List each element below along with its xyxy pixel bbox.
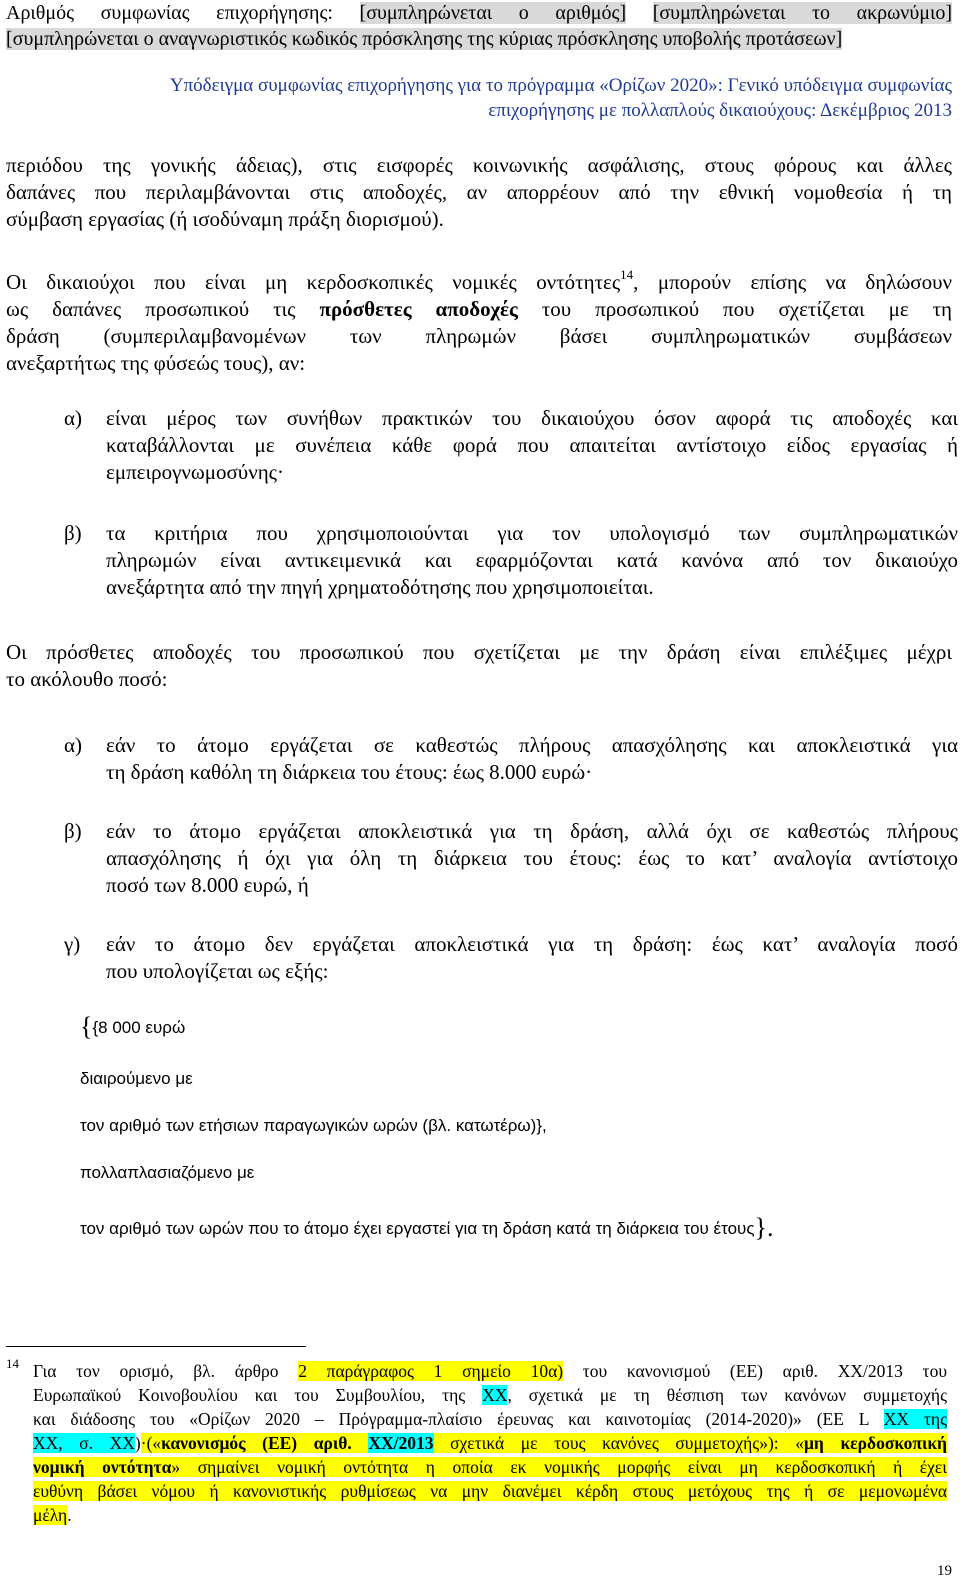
document-subtitle-line-2: επιχορήγησης με πολλαπλούς δικαιούχους: Δεκέμβριος 2013: [488, 100, 952, 121]
formula-line-5: τον αριθμό των ωρών που το άτομο έχει εργαστεί για τη δράση κατά τη διάρκεια του έτους}.: [80, 1213, 774, 1242]
header-line-2: [6, 26, 952, 52]
paragraph-2: Οι δικαιούχοι που είναι μη κερδοσκοπικές νομικές οντότητες$^{14}$, μπορούν επίσης να δηλώσουν ως δαπάνες προσωπικού τις πρόσθετες αποδοχές του προσωπικού που σχετίζεται με τη δράση (συμπεριλαμβανομένων των πληρωμών βάσει συμπληρωματικών συμβάσεων ανεξαρτήτως της φύσεώς τους), αν:: [6, 267, 953, 375]
paragraph-3: Οι πρόσθετες αποδοχές του προσωπικού που σχετίζεται με την δράση είναι επιλέξιμες μέχρι το ακόλουθο ποσό:: [6, 640, 952, 691]
agreement-number-placeholder: [συμπληρώνεται ο αριθμός]: [359, 2, 627, 24]
footnote-14: Για τον ορισμό, βλ. άρθρο 2 παράγραφος 1 σημείο 10α) του κανονισμού (ΕΕ) αριθ. ΧΧ/2013 του Ευρωπαϊκού Κοινοβουλίου και του Συμβουλίου, της ΧΧ, σχετικά με τη θέσπιση των κανόνων συμμετοχής και διάδοσης του «Ορίζων 2020 – Πρόγραμμα-πλαίσιο έρευνας και καινοτομίας (2014-2020)» (ΕΕ L ΧΧ της ΧΧ, σ. ΧΧ)·(«κανονισμός (ΕΕ) αριθ. ΧΧ/2013 σχετικά με τους κανόνες συμμετοχής»): «μη κερδοσκοπική νομική οντότητα» σημαίνει νομική οντότητα η οποία εκ νομικής μορφής είναι μη κερδοσκοπική ή έχει ευθύνη βάσει νόμου ή κανονιστικής ρυθμίσεως να μην διανέμει κέρδη στους μετόχους της ή σε μεμονωμένα μέλη.: [33, 1361, 948, 1525]
header-line-1: [6, 0, 952, 26]
formula-line-2: διαιρούμενο με: [80, 1069, 193, 1088]
formula-line-4: πολλαπλασιαζόμενο με: [80, 1163, 255, 1182]
page-number: 19: [937, 1563, 952, 1579]
formula-close-brace: }.: [754, 1213, 774, 1242]
formula-open-brace: {: [80, 1012, 93, 1041]
document-subtitle-line-1: Υπόδειγμα συμφωνίας επιχορήγησης για το πρόγραμμα «Ορίζων 2020»: Γενικό υπόδειγμα συμφωνίας: [169, 75, 952, 96]
formula-line-1: {{8 000 ευρώ: [80, 1012, 186, 1041]
call-id-placeholder: [συμπληρώνεται ο αναγνωριστικός κωδικός πρόσκλησης της κύριας πρόσκλησης υποβολής προτάσεων]: [6, 28, 843, 50]
footnote-number: 14: [6, 1356, 19, 1371]
formula-line-3: τον αριθμό των ετήσιων παραγωγικών ωρών (βλ. κατωτέρω)},: [80, 1116, 547, 1135]
acronym-placeholder: [συμπληρώνεται το ακρωνύμιο]: [652, 2, 952, 24]
bold-term: πρόσθετες αποδοχές: [319, 297, 518, 321]
footnote-ref-14[interactable]: 14: [620, 267, 634, 282]
paragraph-1: περιόδου της γονικής άδειας), στις εισφορές κοινωνικής ασφάλισης, στους φόρους και άλλες δαπάνες που περιλαμβάνονται στις αποδοχές, αν απορρέουν από την εθνική νομοθεσία ή τη σύμβαση εργασίας (ή ισοδύναμη πράξη διορισμού).: [6, 153, 952, 231]
footnote-separator: [6, 1346, 306, 1347]
document-page: Αριθμός συμφωνίας επιχορήγησης: [συμπληρώνεται ο αριθμός] [συμπληρώνεται το ακρωνύμιο] [συμπληρώνεται ο αναγνωριστικός κωδικός πρόσκλησης της κύριας πρόσκλησης υποβολής προτάσεων] Υπόδειγμα συμφωνίας επιχορήγησης για το πρόγραμμα «Ορίζων 2020»: Γενικό υπόδειγμα συμφωνίας επιχορήγησης με πολλαπλούς δικαιούχους: Δεκέμβριος 2013 περιόδου της γονικής άδειας), στις εισφορές κοινωνικής ασφάλισης, στους φόρους και άλλες δαπάνες που περιλαμβάνονται στις αποδοχές, αν απορρέουν από την εθνική νομοθεσία ή τη σύμβαση εργασίας (ή ισοδύναμη πράξη διορισμού). Οι δικαιούχοι που είναι μη κερδοσκοπικές νομικές οντότητες$^{14}$, μπορούν επίσης να δηλώσουν ως δαπάνες προσωπικού τις πρόσθετες αποδοχές του προσωπικού που σχετίζεται με τη δράση (συμπεριλαμβανομένων των πληρωμών βάσει συμπληρωματικών συμβάσεων ανεξαρτήτως της φύσεώς τους), αν: α) είναι μέρος των συνήθων πρακτικών του δικαιούχου όσον αφορά τις αποδοχές και καταβάλλονται με συνέπεια κάθε φορά που απαιτείται αντίστοιχο είδος εργασίας ή εμπειρογνωμοσύνης· β) τα κριτήρια που χρησιμοποιούνται για τον υπολογισμό των συμπληρωματικών πληρωμών είναι αντικειμενικά και εφαρμόζονται κατά κανόνα από τον δικαιούχο ανεξάρτητα από την πηγή χρηματοδότησης που χρησιμοποιείται. Οι πρόσθετες αποδοχές του προσωπικού που σχετίζεται με την δράση είναι επιλέξιμες μέχρι το ακόλουθο ποσό: α) εάν το άτομο εργάζεται σε καθεστώς πλήρους απασχόλησης και αποκλειστικά για τη δράση καθόλη τη διάρκεια του έτους: έως 8.000 ευρώ· β) εάν το άτομο εργάζεται αποκλειστικά για τη δράση, αλλά όχι σε καθεστώς πλήρους απασχόλησης ή όχι για όλη τη διάρκεια του έτους: έως το κατ’ αναλογία αντίστοιχο ποσό των 8.000 ευρώ, ή γ) εάν το άτομο δεν εργάζεται αποκλειστικά για τη δράση: έως κατ’ αναλογία ποσό που υπολογίζεται ως εξής: {{8 000 ευρώ διαιρούμενο με τον αριθμό των ετήσιων παραγωγικών ωρών (βλ. κατωτέρω)}, πολλαπλασιαζόμενο με τον αριθμό των ωρών που το άτομο έχει εργαστεί για τη δράση κατά τη διάρκεια του έτους}. 14 Για τον ορισμό, βλ. άρθρο 2 παράγραφος 1 σημείο 10α) του κανονισμού (ΕΕ) αριθ. ΧΧ/2013 του Ευρωπαϊκού Κοινοβουλίου και του Συμβουλίου, της ΧΧ, σχετικά με τη θέσπιση των κανόνων συμμετοχής και διάδοσης του «Ορίζων 2020 – Πρόγραμμα-πλαίσιο έρευνας και καινοτομίας (2014-2020)» (ΕΕ L ΧΧ της ΧΧ, σ. ΧΧ)·(«κανονισμός (ΕΕ) αριθ. ΧΧ/2013 σχετικά με τους κανόνες συμμετοχής»): «μη κερδοσκοπική νομική οντότητα» σημαίνει νομική οντότητα η οποία εκ νομικής μορφής είναι μη κερδοσκοπική ή έχει ευθύνη βάσει νόμου ή κανονιστικής ρυθμίσεως να μην διανέμει κέρδη στους μετόχους της ή σε μεμονωμένα μέλη. 19: [6, 2, 958, 1579]
agreement-number-label: Αριθμός συμφωνίας επιχορήγησης:: [6, 2, 360, 24]
